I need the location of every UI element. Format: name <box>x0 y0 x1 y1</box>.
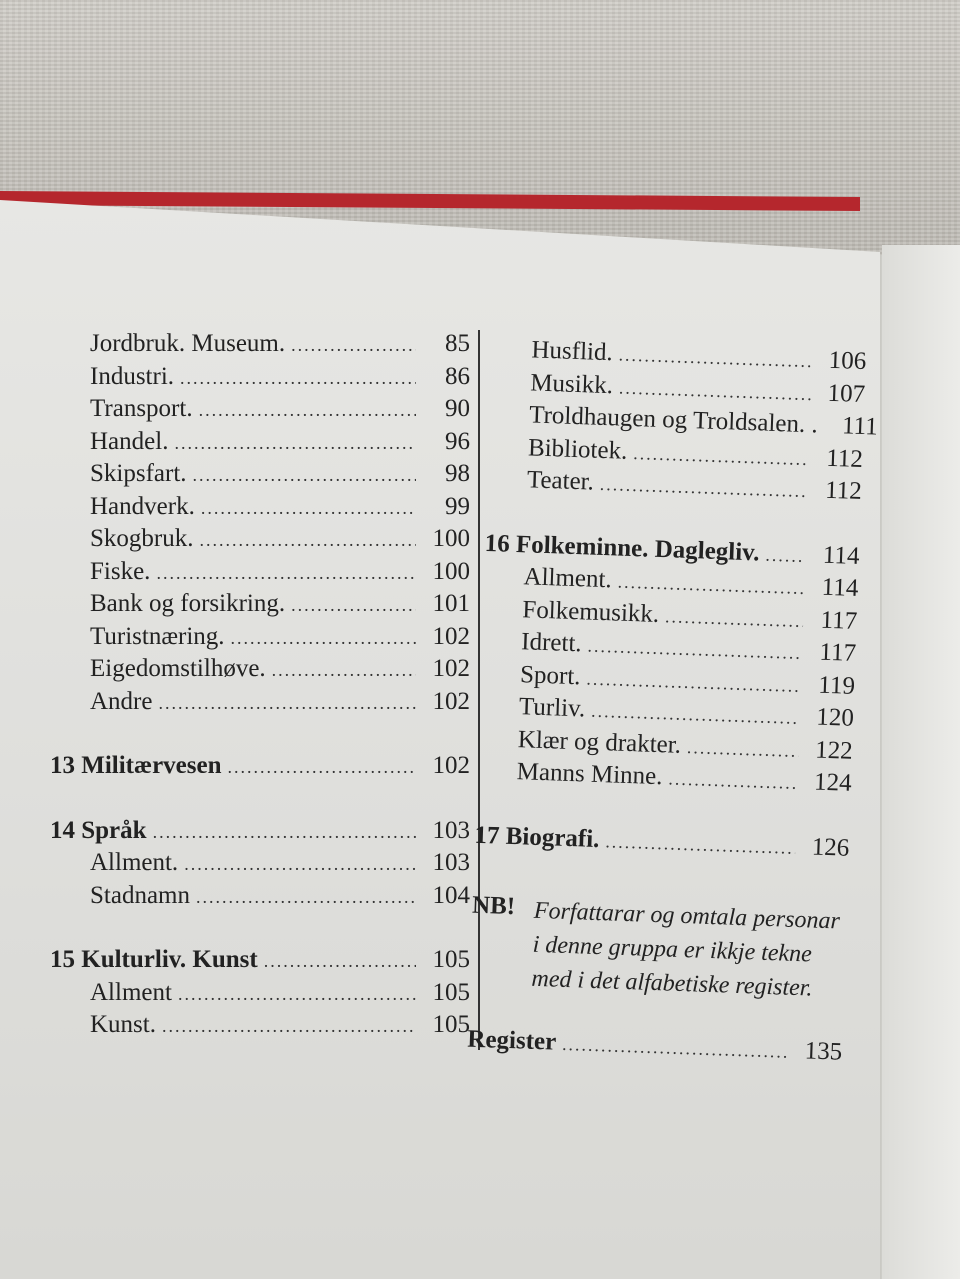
toc-entry-label: Folkemusikk. <box>521 595 660 628</box>
next-page-edge <box>882 245 960 1279</box>
leader-dots <box>199 400 416 421</box>
leader-dots <box>633 443 809 470</box>
leader-dots <box>587 636 802 664</box>
leader-dots <box>231 628 416 649</box>
leader-dots <box>668 768 798 793</box>
toc-entry-page: 102 <box>432 622 470 650</box>
toc-entry-label: 15 Kulturliv. Kunst <box>50 946 258 973</box>
leader-dots <box>618 344 812 372</box>
toc-entry-page: 112 <box>825 444 864 473</box>
toc-entry <box>50 688 470 721</box>
toc-entry-label: Husflid. <box>531 336 614 367</box>
toc-entry-label: 16 Folkeminne. Daglegliv. <box>484 529 761 566</box>
leader-dots <box>272 660 416 681</box>
toc-entry-label: Skogbruk. <box>90 525 194 552</box>
toc-entry <box>50 493 470 526</box>
toc-entry-page: 135 <box>804 1037 843 1066</box>
nb-text: Forfattarar og omtala personar i denne gruppa er ikkje tekne med i det alfabetiske register. <box>531 897 841 1002</box>
leader-dots <box>199 530 416 551</box>
toc-entry-page: 119 <box>817 671 856 700</box>
leader-dots <box>586 668 801 696</box>
toc-entry-page: 102 <box>432 655 470 682</box>
leader-dots <box>765 544 806 566</box>
toc-entry-label: Troldhaugen og Troldsalen. . <box>528 401 819 439</box>
toc-entry-page: 114 <box>822 541 860 570</box>
toc-entry-label: Fiske. <box>90 557 151 585</box>
toc-entry-page: 117 <box>819 638 857 667</box>
leader-dots <box>158 693 416 714</box>
toc-entry <box>50 428 470 461</box>
toc-entry-page: 126 <box>811 832 850 862</box>
leader-dots <box>823 417 824 438</box>
leader-dots <box>665 606 804 632</box>
toc-entry-page: 105 <box>432 946 470 973</box>
leader-dots <box>162 1016 416 1037</box>
toc-entry-label: Transport. <box>90 395 193 422</box>
toc-entry-page: 101 <box>432 590 470 617</box>
toc-entry-page: 106 <box>828 346 867 376</box>
toc-entry-label: 14 Språk <box>50 816 147 844</box>
toc-entry-label: Kunst. <box>90 1011 156 1038</box>
leader-dots <box>196 887 416 908</box>
toc-entry-page: 100 <box>432 525 470 552</box>
toc-entry-page: 98 <box>445 460 470 487</box>
toc-entry <box>50 395 470 428</box>
toc-entry-label: Industri. <box>90 362 175 390</box>
toc-entry-page: 104 <box>432 881 470 909</box>
leader-dots <box>227 757 416 778</box>
toc-entry <box>50 460 470 493</box>
toc-entry-label: Manns Minne. <box>516 758 663 791</box>
toc-right-column <box>466 335 879 1071</box>
toc-entry-page: 85 <box>445 330 470 357</box>
leader-dots <box>591 701 800 729</box>
toc-entry-label: Turistnæring. <box>90 622 225 650</box>
leader-dots <box>178 984 416 1005</box>
toc-entry-label: Register <box>466 1025 557 1056</box>
toc-entry <box>50 979 470 1012</box>
toc-entry-page: 112 <box>824 476 863 505</box>
toc-entry-label: Idrett. <box>520 628 583 658</box>
toc-entry <box>50 882 470 915</box>
toc-entry-page: 102 <box>432 687 470 715</box>
toc-entry-label: 17 Biografi. <box>474 821 600 853</box>
leader-dots <box>156 563 416 584</box>
leader-dots <box>687 737 799 762</box>
leader-dots <box>291 335 416 356</box>
toc-entry-label: Teater. <box>526 466 595 496</box>
toc-entry-label: Sport. <box>519 660 582 690</box>
leader-dots <box>184 854 416 875</box>
toc-entry-page: 111 <box>841 412 879 441</box>
leader-dots <box>619 377 812 405</box>
toc-entry-page: 105 <box>432 1011 470 1038</box>
toc-entry <box>50 558 470 591</box>
toc-entry-page: 107 <box>827 379 866 408</box>
toc-left-column <box>50 330 470 1044</box>
section-gap <box>50 914 470 946</box>
toc-entry <box>50 330 470 363</box>
toc-entry <box>50 525 470 558</box>
toc-entry-label: Eigedomstilhøve. <box>90 655 266 682</box>
nb-note <box>469 892 847 1007</box>
toc-entry-page: 124 <box>813 768 853 797</box>
toc-entry-page: 86 <box>445 362 470 390</box>
toc-entry-page: 122 <box>814 736 854 765</box>
toc-section-heading <box>50 817 470 850</box>
section-gap <box>50 720 470 752</box>
toc-entry-page: 117 <box>820 606 858 635</box>
toc-entry-label: Skipsfart. <box>90 460 187 487</box>
toc-entry-label: Andre <box>90 687 153 715</box>
toc-entry-page: 105 <box>432 978 470 1006</box>
leader-dots <box>193 465 416 486</box>
toc-entry-label: Handverk. <box>90 492 195 520</box>
leader-dots <box>291 595 416 616</box>
toc-entry <box>50 1011 470 1044</box>
toc-entry <box>50 849 470 882</box>
leader-dots <box>617 572 804 600</box>
leader-dots <box>180 368 416 389</box>
leader-dots <box>153 822 416 843</box>
leader-dots <box>264 951 416 972</box>
toc-entry <box>50 363 470 396</box>
toc-section-heading <box>50 752 470 785</box>
toc-entry-label: Handel. <box>90 427 169 455</box>
toc-entry-label: Turliv. <box>518 693 586 723</box>
toc-entry <box>50 655 470 688</box>
leader-dots <box>562 1034 789 1063</box>
toc-entry-label: Bibliotek. <box>527 433 628 465</box>
leader-dots <box>174 433 416 454</box>
nb-label: NB! <box>471 891 516 921</box>
section-gap <box>50 785 470 817</box>
toc-entry-label: Klær og drakter. <box>517 725 682 759</box>
toc-entry-label: Musikk. <box>529 368 614 399</box>
toc-entry-label: Allment. <box>90 849 179 876</box>
toc-entry-label: Bank og forsikring. <box>90 590 286 617</box>
toc-entry-label: Stadnamn <box>90 881 190 909</box>
toc-entry <box>50 623 470 656</box>
leader-dots <box>201 498 416 519</box>
toc-entry-page: 103 <box>432 849 470 876</box>
toc-entry-label: Allment <box>90 978 172 1006</box>
toc-entry-page: 120 <box>815 703 855 732</box>
toc-entry-page: 114 <box>821 573 859 602</box>
toc-entry-label: Allment. <box>523 563 613 594</box>
toc-entry-page: 102 <box>432 752 470 779</box>
toc-entry-label: Jordbruk. Museum. <box>90 330 286 357</box>
leader-dots <box>605 831 796 859</box>
toc-entry-page: 100 <box>432 557 470 585</box>
toc-entry <box>50 590 470 623</box>
toc-entry-page: 90 <box>445 395 470 422</box>
toc-entry-page: 96 <box>445 427 470 455</box>
toc-entry-label: 13 Militærvesen <box>50 752 222 779</box>
leader-dots <box>599 474 808 502</box>
toc-entry-page: 99 <box>445 492 470 520</box>
toc-entry-page: 103 <box>432 816 470 844</box>
toc-section-heading <box>50 946 470 979</box>
